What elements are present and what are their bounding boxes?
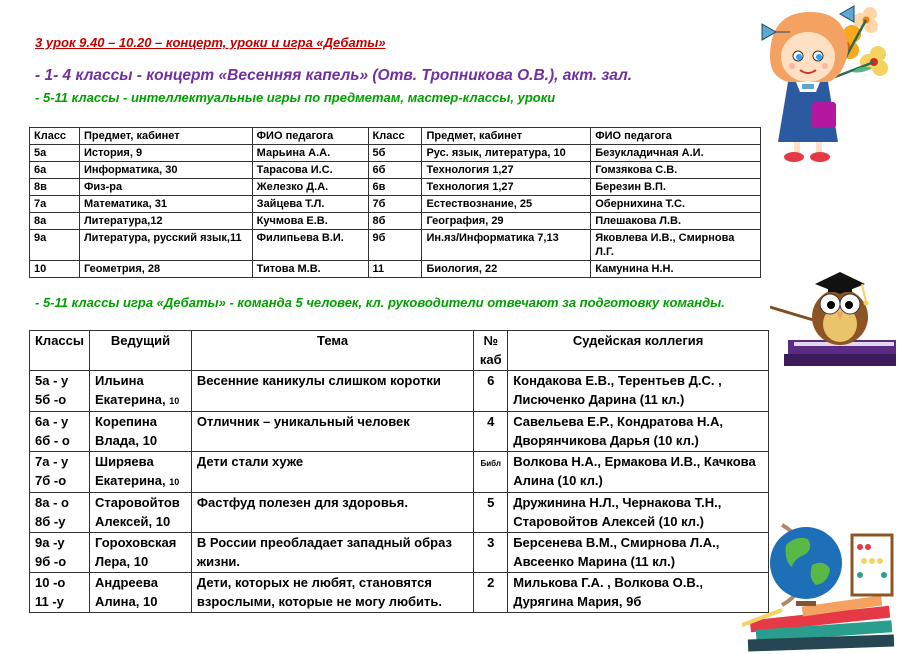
classes-cell	[30, 412, 90, 452]
room-cell	[474, 493, 508, 533]
room-cell	[474, 412, 508, 452]
table-cell: Филипьева В.И.	[252, 230, 368, 261]
table-cell: 5а	[30, 145, 80, 162]
room-number: Библ	[480, 459, 501, 468]
table-cell: Обернихина Т.С.	[591, 196, 761, 213]
table-cell: Ин.яз/Информатика 7,13	[422, 230, 591, 261]
table-cell: 5б	[368, 145, 422, 162]
table-cell: География, 29	[422, 213, 591, 230]
table-row	[30, 261, 761, 278]
lesson-heading: 3 урок 9.40 – 10.20 – концерт, уроки и игра «Дебаты»	[35, 35, 386, 50]
table-cell: 8в	[30, 179, 80, 196]
host-name: Корепина	[95, 414, 157, 429]
host-grade: 10	[169, 395, 180, 406]
class-line: 5б -о	[35, 391, 67, 407]
table-cell: 6а	[30, 162, 80, 179]
host-cell	[90, 452, 192, 493]
host-grade: 10	[155, 513, 171, 529]
topic-cell: Дети, которых не любят, становятся взрослыми, которые не могу любить.	[191, 573, 473, 613]
table-row	[30, 196, 761, 213]
room-cell	[474, 573, 508, 613]
subjects-table	[29, 127, 761, 278]
class-line: 9а -у	[35, 535, 65, 550]
concert-heading: - 1- 4 классы - концерт «Весенняя капель» (Отв. Тропникова О.В.), акт. зал.	[35, 67, 633, 84]
topic-cell: Отличник – уникальный человек	[191, 412, 473, 452]
class-line: 11 -у	[35, 593, 64, 609]
jury-cell: Берсенева В.М., Смирнова Л.А., Авсеенко Марина (11 кл.)	[508, 533, 769, 573]
table-cell: Литература, русский язык,11	[79, 230, 252, 261]
table-cell: 6в	[368, 179, 422, 196]
class-line: 6б - о	[35, 432, 70, 448]
room-number: 5	[487, 495, 495, 510]
host-cell	[90, 371, 192, 412]
host-grade: 10	[133, 553, 149, 569]
jury-cell: Кондакова Е.В., Терентьев Д.С. , Лисюченко Дарина (11 кл.)	[508, 371, 769, 412]
debates-table	[29, 330, 769, 613]
table-row	[30, 162, 761, 179]
room-number: 2	[487, 575, 495, 590]
class-line: 7б -о	[35, 472, 67, 488]
debate-row	[30, 493, 769, 533]
table-header-row	[30, 128, 761, 145]
jury-cell: Волкова Н.А., Ермакова И.В., Качкова Алина (10 кл.)	[508, 452, 769, 493]
table-cell: Камунина Н.Н.	[591, 261, 761, 278]
table-cell: Кучмова Е.В.	[252, 213, 368, 230]
room-cell	[474, 533, 508, 573]
host-grade: 10	[169, 476, 180, 487]
table-cell: 6б	[368, 162, 422, 179]
host-line	[95, 432, 186, 451]
host-cell	[90, 573, 192, 613]
debate-row	[30, 533, 769, 573]
table-cell: Рус. язык, литература, 10	[422, 145, 591, 162]
girl-illustration	[740, 2, 900, 167]
table-row	[30, 213, 761, 230]
class-line: 9б -о	[35, 553, 67, 569]
table-cell: Березин В.П.	[591, 179, 761, 196]
table-cell: Естествознание, 25	[422, 196, 591, 213]
debate-row	[30, 452, 769, 493]
debate-row	[30, 412, 769, 452]
table-cell: Тарасова И.С.	[252, 162, 368, 179]
debate-row	[30, 371, 769, 412]
classes-cell	[30, 573, 90, 613]
host-firstname: Екатерина,	[95, 472, 166, 488]
host-line	[95, 472, 186, 492]
table-cell: 9а	[30, 230, 80, 261]
column-header: Судейская коллегия	[508, 331, 769, 371]
class-line: 6а - у	[35, 414, 69, 429]
host-firstname: Лера,	[95, 553, 131, 569]
class-line: 8б -у	[35, 513, 66, 529]
host-firstname: Алина,	[95, 593, 140, 609]
host-cell	[90, 412, 192, 452]
globe-illustration	[742, 515, 900, 654]
column-header: Тема	[191, 331, 473, 371]
table-row	[30, 179, 761, 196]
debates-heading: - 5-11 классы игра «Дебаты» - команда 5 человек, кл. руководители отвечают за подготовку команды.	[35, 295, 725, 310]
classes-cell	[30, 533, 90, 573]
table-cell: Зайцева Т.Л.	[252, 196, 368, 213]
host-line	[95, 553, 186, 572]
table-cell: Марьина А.А.	[252, 145, 368, 162]
owl-illustration	[770, 262, 900, 372]
table-cell: 9б	[368, 230, 422, 261]
host-name: Андреева	[95, 575, 158, 590]
topic-cell: В России преобладает западный образ жизни.	[191, 533, 473, 573]
jury-cell: Савельева Е.Р., Кондратова Н.А, Дворянчикова Дарья (10 кл.)	[508, 412, 769, 452]
table-cell: Геометрия, 28	[79, 261, 252, 278]
table-cell: Литература,12	[79, 213, 252, 230]
host-firstname: Влада,	[95, 432, 139, 448]
host-grade: 10	[142, 593, 158, 609]
column-header: ФИО педагога	[591, 128, 761, 145]
classes-cell	[30, 371, 90, 412]
table-cell: 8б	[368, 213, 422, 230]
host-name: Старовойтов	[95, 495, 180, 510]
column-header: № каб	[474, 331, 508, 371]
host-grade: 10	[142, 432, 158, 448]
table-cell: Информатика, 30	[79, 162, 252, 179]
games-heading: - 5-11 классы - интеллектуальные игры по предметам, мастер-классы, уроки	[35, 90, 556, 105]
table-cell: Физ-ра	[79, 179, 252, 196]
table-cell: Биология, 22	[422, 261, 591, 278]
host-line	[95, 513, 186, 532]
table-cell: Математика, 31	[79, 196, 252, 213]
topic-cell: Весенние каникулы слишком коротки	[191, 371, 473, 412]
table-cell: 8а	[30, 213, 80, 230]
classes-cell	[30, 452, 90, 493]
room-cell	[474, 452, 508, 493]
class-line: 5а - у	[35, 373, 69, 388]
class-line: 7а - у	[35, 454, 69, 469]
table-cell: История, 9	[79, 145, 252, 162]
table-row	[30, 230, 761, 261]
table-cell: Железко Д.А.	[252, 179, 368, 196]
table-header-row	[30, 331, 769, 371]
table-cell: Безукладичная А.И.	[591, 145, 761, 162]
host-name: Ильина	[95, 373, 144, 388]
jury-cell: Милькова Г.А. , Волкова О.В., Дурягина Мария, 9б	[508, 573, 769, 613]
column-header: Предмет, кабинет	[422, 128, 591, 145]
table-cell: Технология 1,27	[422, 179, 591, 196]
room-number: 3	[487, 535, 495, 550]
table-cell: 7а	[30, 196, 80, 213]
table-cell: Яковлева И.В., Смирнова Л.Г.	[591, 230, 761, 261]
table-cell: Титова М.В.	[252, 261, 368, 278]
column-header: Класс	[368, 128, 422, 145]
column-header: ФИО педагога	[252, 128, 368, 145]
column-header: Класс	[30, 128, 80, 145]
table-cell: Гомзякова С.В.	[591, 162, 761, 179]
table-cell: 7б	[368, 196, 422, 213]
host-cell	[90, 533, 192, 573]
host-line	[95, 391, 186, 411]
host-name: Ширяева	[95, 454, 154, 469]
host-firstname: Екатерина,	[95, 391, 166, 407]
table-cell: Технология 1,27	[422, 162, 591, 179]
topic-cell: Дети стали хуже	[191, 452, 473, 493]
host-cell	[90, 493, 192, 533]
classes-cell	[30, 493, 90, 533]
table-cell: 10	[30, 261, 80, 278]
class-line: 8а - о	[35, 495, 69, 510]
room-number: 4	[487, 414, 495, 429]
column-header: Ведущий	[90, 331, 192, 371]
table-row	[30, 145, 761, 162]
host-name: Гороховская	[95, 535, 177, 550]
table-cell: 11	[368, 261, 422, 278]
column-header: Предмет, кабинет	[79, 128, 252, 145]
room-number: 6	[487, 373, 495, 388]
class-line: 10 -о	[35, 575, 66, 590]
room-cell	[474, 371, 508, 412]
jury-cell: Дружинина Н.Л., Чернакова Т.Н., Старовойтов Алексей (10 кл.)	[508, 493, 769, 533]
host-line	[95, 593, 186, 612]
debate-row	[30, 573, 769, 613]
topic-cell: Фастфуд полезен для здоровья.	[191, 493, 473, 533]
host-firstname: Алексей,	[95, 513, 153, 529]
table-cell: Плешакова Л.В.	[591, 213, 761, 230]
column-header: Классы	[30, 331, 90, 371]
